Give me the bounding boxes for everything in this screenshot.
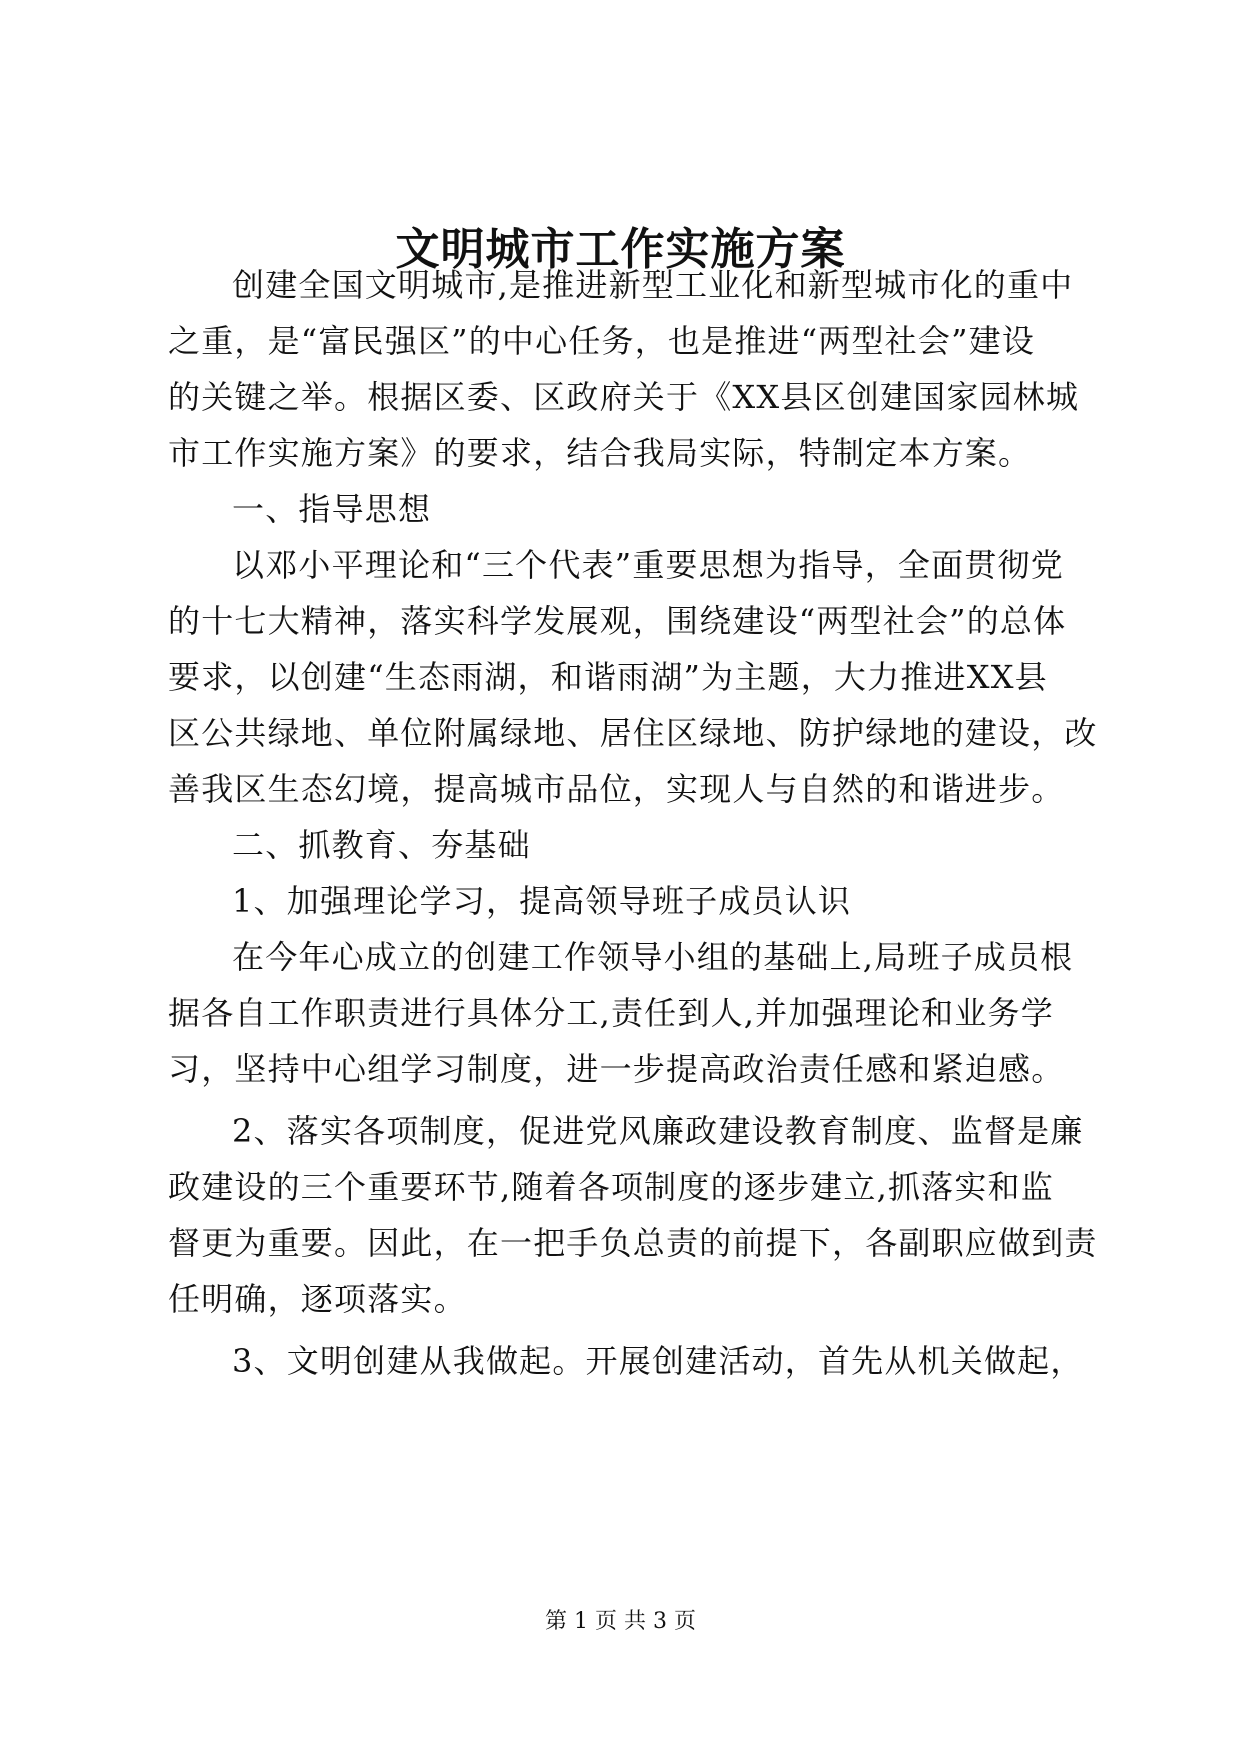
text-line: 督更为重要。因此，在一把手负总责的前提下，各副职应做到责 xyxy=(168,1224,1098,1262)
text-line: 以邓小平理论和“三个代表”重要思想为指导，全面贯彻党 xyxy=(232,546,1064,584)
page-footer: 第 1 页 共 3 页 xyxy=(545,1609,696,1634)
text-line: 政建设的三个重要环节,随着各项制度的逐步建立,抓落实和监 xyxy=(168,1168,1054,1206)
section-heading: 一、指导思想 xyxy=(232,490,432,528)
text-line: 市工作实施方案》的要求，结合我局实际，特制定本方案。 xyxy=(168,434,1032,472)
text-line: 的关键之举。根据区委、区政府关于《XX县区创建国家园林城 xyxy=(168,378,1080,416)
text-line: 善我区生态幻境，提高城市品位，实现人与自然的和谐进步。 xyxy=(168,770,1065,808)
text-line: 要求，以创建“生态雨湖，和谐雨湖”为主题，大力推进XX县 xyxy=(168,658,1048,696)
section-heading: 二、抓教育、夯基础 xyxy=(232,826,531,864)
text-line: 创建全国文明城市,是推进新型工业化和新型城市化的重中 xyxy=(232,266,1074,304)
text-line: 习，坚持中心组学习制度，进一步提高政治责任感和紧迫感。 xyxy=(168,1050,1065,1088)
text-line: 的十七大精神，落实科学发展观，围绕建设“两型社会”的总体 xyxy=(168,602,1067,640)
text-line: 据各自工作职责进行具体分工,责任到人,并加强理论和业务学 xyxy=(168,994,1054,1032)
subsection-heading: 1、加强理论学习，提高领导班子成员认识 xyxy=(232,882,852,920)
text-line: 2、落实各项制度，促进党风廉政建设教育制度、监督是廉 xyxy=(232,1112,1084,1150)
text-line: 在今年心成立的创建工作领导小组的基础上,局班子成员根 xyxy=(232,938,1074,976)
text-line: 之重，是“富民强区”的中心任务，也是推进“两型社会”建设 xyxy=(168,322,1036,360)
text-line: 区公共绿地、单位附属绿地、居住区绿地、防护绿地的建设，改 xyxy=(168,714,1098,752)
text-line: 3、文明创建从我做起。开展创建活动，首先从机关做起， xyxy=(232,1342,1084,1380)
document-title: 文明城市工作实施方案 xyxy=(395,224,846,275)
text-line: 任明确，逐项落实。 xyxy=(168,1280,467,1318)
